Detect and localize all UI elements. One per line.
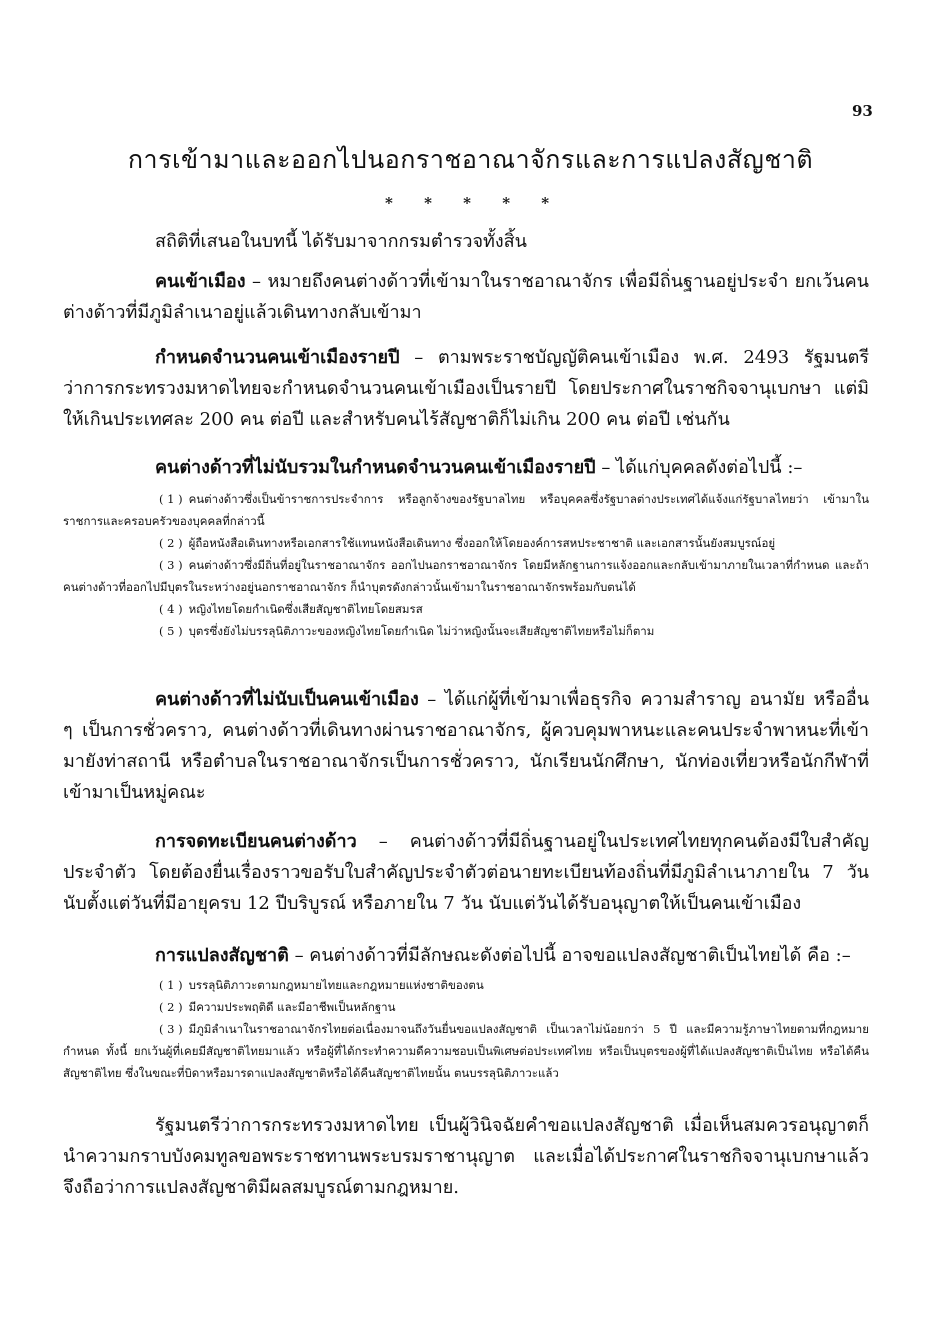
naturalization-list xyxy=(63,974,869,1084)
registration-definition: – คนต่างด้าวที่มีถิ่นฐานอยู่ในประเทศไทยทุกคนต้องมีใบสำคัญประจำตัว โดยต้องยื่นเรื่องราวขอรับใบสำคัญประจำตัวต่อนายทะเบียนท้องถิ่นที่มีภูมิลำเนาภายใน 7 วัน นับตั้งแต่วันที่มีอายุครบ 12 ปีบริบูรณ์ หรือภายใน 7 วัน นับแต่วันได้รับอนุญาตให้เป็นคนเข้าเมือง xyxy=(63,831,869,914)
immigrant-term: คนเข้าเมือง xyxy=(155,271,246,292)
excluded-list xyxy=(63,488,869,642)
registration-paragraph xyxy=(63,826,869,919)
intro-paragraph: สถิติที่เสนอในบทนี้ ได้รับมาจากกรมตำรวจทั้งสิ้น xyxy=(155,231,527,252)
naturalization-term: การแปลงสัญชาติ xyxy=(155,945,289,966)
excluded-paragraph xyxy=(63,452,869,483)
immigrant-paragraph xyxy=(63,266,869,328)
page-number: 93 xyxy=(852,102,873,120)
list-item: ( 2 ) มีความประพฤติดี และมีอาชีพเป็นหลักฐาน xyxy=(159,1000,396,1014)
list-item: ( 3 ) คนต่างด้าวซึ่งมีถิ่นที่อยู่ในราชอาณาจักร ออกไปนอกราชอาณาจักร โดยมีหลักฐานการแจ้งออกและกลับเข้ามาภายในเวลาที่กำหนด และถ้าคนต่างด้าวที่ออกไปมีบุตรในระหว่างอยู่นอกราชอาณาจักร ก็นำบุตรดังกล่าวนั้นเข้ามาในราชอาณาจักรพร้อมกับตนได้ xyxy=(63,558,869,594)
list-item: ( 5 ) บุตรซึ่งยังไม่บรรลุนิติภาวะของหญิงไทยโดยกำเนิด ไม่ว่าหญิงนั้นจะเสียสัญชาติไทยหรือไม่ก็ตาม xyxy=(159,624,655,638)
quota-paragraph xyxy=(63,342,869,435)
registration-term: การจดทะเบียนคนต่างด้าว xyxy=(155,831,357,852)
quota-definition: – ตามพระราชบัญญัติคนเข้าเมือง พ.ศ. 2493 รัฐมนตรีว่าการกระทรวงมหาดไทยจะกำหนดจำนวนคนเข้าเมืองเป็นรายปี โดยประกาศในราชกิจจานุเบกษา แต่มิให้เกินประเทศละ 200 คน ต่อปี และสำหรับคนไร้สัญชาติก็ไม่เกิน 200 คน ต่อปี เช่นกัน xyxy=(63,347,869,430)
excluded-definition: – ได้แก่บุคคลดังต่อไปนี้ :– xyxy=(595,457,803,478)
naturalization-definition: – คนต่างด้าวที่มีลักษณะดังต่อไปนี้ อาจขอแปลงสัญชาติเป็นไทยได้ คือ :– xyxy=(288,945,851,966)
list-item: ( 1 ) คนต่างด้าวซึ่งเป็นข้าราชการประจำการ หรือลูกจ้างของรัฐบาลไทย หรือบุคคลซึ่งรัฐบาลต่างประเทศได้แจ้งแก่รัฐบาลไทยว่า เข้ามาในราชการและครอบครัวของบุคคลที่กล่าวนี้ xyxy=(63,492,869,528)
quota-term: กำหนดจำนวนคนเข้าเมืองรายปี xyxy=(155,347,400,368)
immigrant-definition: – หมายถึงคนต่างด้าวที่เข้ามาในราชอาณาจักร เพื่อมีถิ่นฐานอยู่ประจำ ยกเว้นคนต่างด้าวที่มีภูมิลำเนาอยู่แล้วเดินทางกลับเข้ามา xyxy=(63,271,869,323)
non-immigrant-term: คนต่างด้าวที่ไม่นับเป็นคนเข้าเมือง xyxy=(155,689,419,710)
naturalization-paragraph xyxy=(63,940,869,971)
list-item: ( 3 ) มีภูมิลำเนาในราชอาณาจักรไทยต่อเนื่องมาจนถึงวันยื่นขอแปลงสัญชาติ เป็นเวลาไม่น้อยกว่า 5 ปี และมีความรู้ภาษาไทยตามที่กฎหมายกำหนด ทั้งนี้ ยกเว้นผู้ที่เคยมีสัญชาติไทยมาแล้ว หรือผู้ที่ได้กระทำความดีความชอบเป็นพิเศษต่อประเทศไทย หรือเป็นบุตรของผู้ที่ได้แปลงสัญชาติเป็นไทย หรือได้คืนสัญชาติไทย ซึ่งในขณะที่บิดาหรือมารดาแปลงสัญชาติหรือได้คืนสัญชาติไทยนั้น ตนบรรลุนิติภาวะแล้ว xyxy=(63,1022,869,1080)
closing-paragraph: รัฐมนตรีว่าการกระทรวงมหาดไทย เป็นผู้วินิจฉัยคำขอแปลงสัญชาติ เมื่อเห็นสมควรอนุญาตก็นำความกราบบังคมทูลขอพระราชทานพระบรมราชานุญาต และเมื่อได้ประกาศในราชกิจจานุเบกษาแล้วจึงถือว่าการแปลงสัญชาติมีผลสมบูรณ์ตามกฎหมาย. xyxy=(63,1115,869,1198)
non-immigrant-definition: – ได้แก่ผู้ที่เข้ามาเพื่อธุรกิจ ความสำราญ อนามัย หรืออื่น ๆ เป็นการชั่วคราว, คนต่างด้าวที่เดินทางผ่านราชอาณาจักร, ผู้ควบคุมพาหนะและคนประจำพาหนะที่เข้ามายังท่าสถานี หรือตำบลในราชอาณาจักรเป็นการชั่วคราว, นักเรียนนักศึกษา, นักท่องเที่ยวหรือนักกีฬาที่เข้ามาเป็นหมู่คณะ xyxy=(63,689,869,803)
excluded-term: คนต่างด้าวที่ไม่นับรวมในกำหนดจำนวนคนเข้าเมืองรายปี xyxy=(155,457,596,478)
list-item: ( 1 ) บรรลุนิติภาวะตามกฎหมายไทยและกฎหมายแห่งชาติของตน xyxy=(159,978,484,992)
page-title: การเข้ามาและออกไปนอกราชอาณาจักรและการแปลงสัญชาติ xyxy=(127,145,814,174)
list-item: ( 4 ) หญิงไทยโดยกำเนิดซึ่งเสียสัญชาติไทยโดยสมรส xyxy=(159,602,423,616)
list-item: ( 2 ) ผู้ถือหนังสือเดินทางหรือเอกสารใช้แทนหนังสือเดินทาง ซึ่งออกให้โดยองค์การสหประชาชาติ และเอกสารนั้นยังสมบูรณ์อยู่ xyxy=(159,536,776,550)
separator-stars: * * * * * xyxy=(385,194,550,212)
non-immigrant-paragraph xyxy=(63,684,869,808)
